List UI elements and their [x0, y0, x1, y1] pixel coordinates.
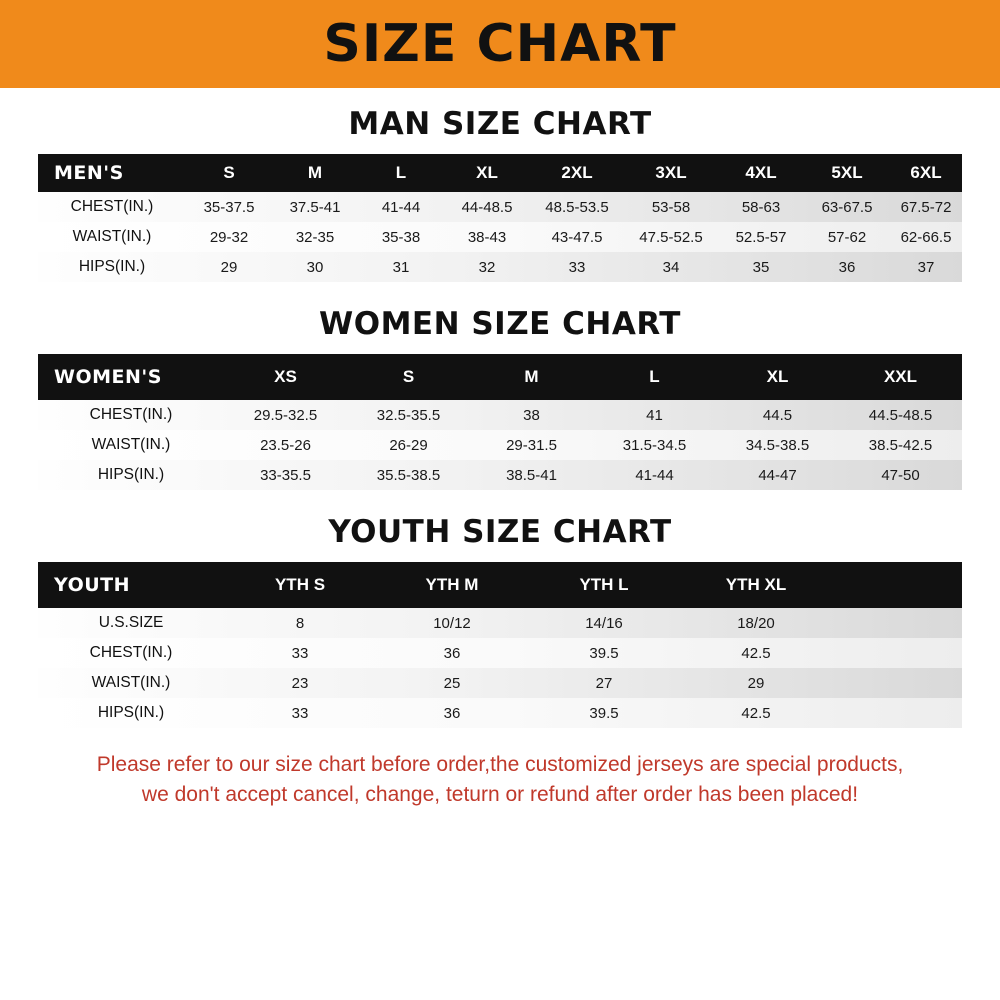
women-cell: 44.5-48.5 [868, 406, 933, 424]
women-cell: 41 [646, 406, 663, 424]
youth-cell: 33 [291, 644, 309, 662]
man-cell: 44-48.5 [461, 198, 513, 216]
table-row [38, 638, 962, 668]
man-cell: 30 [306, 258, 324, 276]
man-cell: 34 [662, 258, 680, 276]
youth-cell: 39.5 [589, 704, 619, 722]
footer-note [18, 750, 982, 811]
youth-cell-spacer [832, 668, 962, 698]
man-header-cell: 3XL [655, 163, 687, 182]
man-cell: 35-38 [381, 228, 421, 246]
youth-cell-spacer [832, 698, 962, 728]
table-row [38, 698, 962, 728]
women-cell: 23.5-26 [260, 436, 311, 454]
man-cell: 58-63 [741, 198, 781, 216]
women-cell: 32.5-35.5 [376, 406, 441, 424]
man-cell: 63-67.5 [821, 198, 873, 216]
man-header-cell: 2XL [561, 163, 593, 182]
man-section-heading: MAN SIZE CHART [348, 106, 652, 142]
women-cell: 34.5-38.5 [745, 436, 810, 454]
youth-header-cell: YTH XL [725, 575, 787, 594]
youth-cell: 14/16 [585, 614, 623, 632]
man-cell: 67.5-72 [900, 198, 952, 216]
man-header-cell: M [307, 163, 323, 182]
table-row [38, 192, 962, 222]
man-cell: 38-43 [467, 228, 507, 246]
man-header-cell: L [395, 163, 407, 182]
man-cell: 53-58 [651, 198, 691, 216]
women-cell: 47-50 [881, 466, 920, 484]
table-row [38, 400, 962, 430]
man-header-cell: MEN'S [54, 162, 124, 184]
man-header-cell: S [223, 163, 235, 182]
man-cell: 36 [838, 258, 856, 276]
youth-row-label: WAIST(IN.) [91, 674, 171, 691]
table-row [38, 430, 962, 460]
header-banner [0, 0, 1000, 88]
women-cell: 38.5-41 [506, 466, 557, 484]
youth-cell: 8 [295, 614, 305, 632]
youth-section-heading: YOUTH SIZE CHART [328, 514, 672, 550]
youth-table-header-row [38, 562, 962, 608]
youth-cell: 42.5 [741, 704, 771, 722]
women-header-cell: S [402, 367, 415, 386]
man-cell: 62-66.5 [900, 228, 952, 246]
women-row-label: WAIST(IN.) [91, 436, 171, 453]
women-cell: 29-31.5 [506, 436, 557, 454]
youth-row-label: HIPS(IN.) [97, 704, 165, 721]
footer-note-line1: Please refer to our size chart before order,the customized jerseys are special products, [96, 753, 904, 776]
youth-row-label: U.S.SIZE [98, 614, 164, 631]
man-header-cell: 6XL [910, 163, 942, 182]
man-cell: 48.5-53.5 [545, 198, 609, 216]
man-row-label: CHEST(IN.) [70, 198, 154, 215]
man-cell: 47.5-52.5 [639, 228, 703, 246]
youth-header-cell: YTH M [425, 575, 479, 594]
youth-cell: 25 [443, 674, 461, 692]
youth-cell-spacer [832, 608, 962, 638]
women-cell: 26-29 [389, 436, 428, 454]
man-cell: 37 [917, 258, 935, 276]
man-cell: 33 [568, 258, 586, 276]
youth-cell: 33 [291, 704, 309, 722]
women-cell: 33-35.5 [260, 466, 311, 484]
women-table-wrapper [38, 354, 962, 490]
table-row [38, 222, 962, 252]
youth-cell: 36 [443, 704, 461, 722]
man-size-table [38, 154, 962, 282]
man-cell: 29-32 [209, 228, 249, 246]
women-header-cell: WOMEN'S [54, 366, 162, 388]
man-table-wrapper [38, 154, 962, 282]
table-row [38, 460, 962, 490]
women-header-cell: L [649, 367, 660, 386]
table-row [38, 608, 962, 638]
women-header-cell: M [524, 367, 539, 386]
women-cell: 44-47 [758, 466, 797, 484]
youth-cell: 10/12 [433, 614, 471, 632]
man-header-cell: XL [476, 163, 498, 182]
women-cell: 29.5-32.5 [253, 406, 318, 424]
youth-cell-spacer [832, 638, 962, 668]
man-cell: 41-44 [381, 198, 421, 216]
youth-table-wrapper [38, 562, 962, 728]
man-cell: 57-62 [827, 228, 867, 246]
footer-note-line2: we don't accept cancel, change, teturn or refund after order has been placed! [141, 783, 859, 807]
man-cell: 35-37.5 [203, 198, 255, 216]
women-section-heading: WOMEN SIZE CHART [319, 306, 681, 342]
man-cell: 32 [478, 258, 496, 276]
youth-cell: 42.5 [741, 644, 771, 662]
youth-cell: 29 [747, 674, 765, 692]
man-cell: 29 [220, 258, 238, 276]
youth-header-cell: YOUTH [54, 574, 131, 596]
youth-cell: 18/20 [737, 614, 775, 632]
women-cell: 38.5-42.5 [868, 436, 933, 454]
youth-cell: 27 [595, 674, 613, 692]
youth-header-cell: YTH S [274, 575, 326, 594]
women-size-table [38, 354, 962, 490]
women-header-cell: XXL [883, 367, 918, 386]
youth-cell: 36 [443, 644, 461, 662]
youth-row-label: CHEST(IN.) [89, 644, 173, 661]
man-cell: 32-35 [295, 228, 335, 246]
man-header-cell: 4XL [745, 163, 777, 182]
youth-header-cell: YTH L [579, 575, 629, 594]
women-cell: 31.5-34.5 [622, 436, 687, 454]
man-header-cell: 5XL [831, 163, 863, 182]
youth-cell: 23 [291, 674, 309, 692]
women-cell: 35.5-38.5 [376, 466, 441, 484]
page-title: SIZE CHART [323, 14, 677, 74]
man-cell: 31 [392, 258, 410, 276]
youth-header-spacer [832, 562, 962, 608]
women-cell: 38 [523, 406, 540, 424]
women-header-cell: XL [766, 367, 789, 386]
women-row-label: CHEST(IN.) [89, 406, 173, 423]
man-cell: 37.5-41 [289, 198, 341, 216]
man-cell: 43-47.5 [551, 228, 603, 246]
women-cell: 44.5 [762, 406, 793, 424]
women-row-label: HIPS(IN.) [97, 466, 165, 483]
man-row-label: WAIST(IN.) [72, 228, 152, 245]
women-cell: 41-44 [635, 466, 674, 484]
man-cell: 35 [752, 258, 770, 276]
women-header-cell: XS [274, 367, 297, 386]
man-table-header-row [38, 154, 962, 192]
youth-size-table [38, 562, 962, 728]
women-table-header-row [38, 354, 962, 400]
man-row-label: HIPS(IN.) [78, 258, 146, 275]
youth-cell: 39.5 [589, 644, 619, 662]
table-row [38, 252, 962, 282]
man-cell: 52.5-57 [735, 228, 787, 246]
table-row [38, 668, 962, 698]
